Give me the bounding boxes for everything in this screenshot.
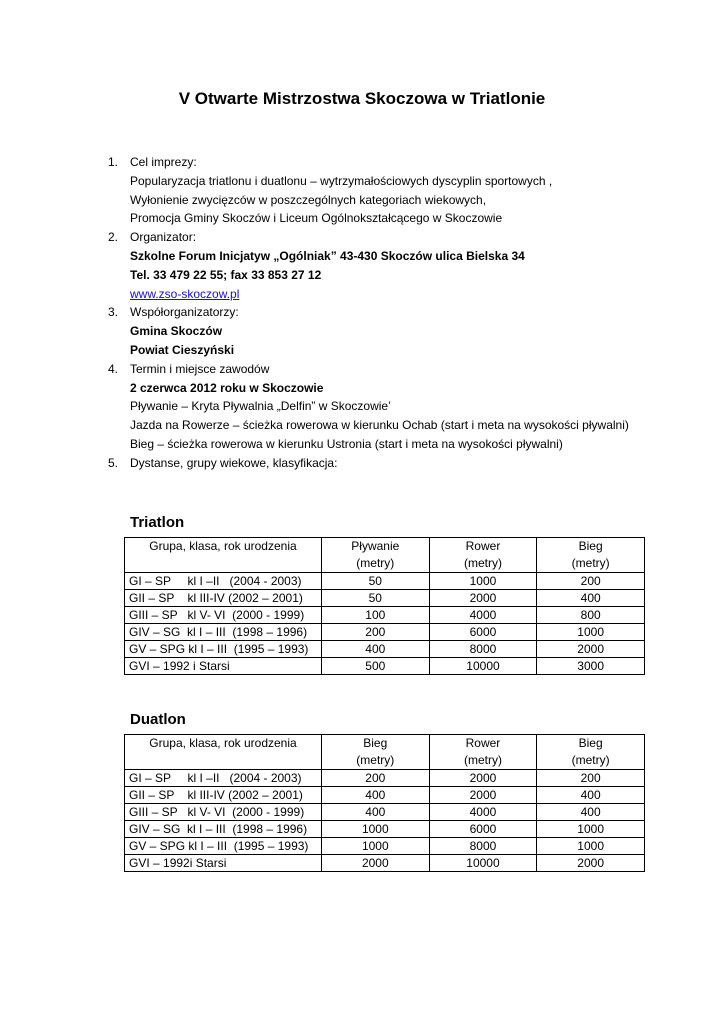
- venue-line: Jazda na Rowerze – ścieżka rowerowa w kierunku Ochab (start i meta na wysokości pływalni): [130, 418, 629, 433]
- goal-line: Promocja Gminy Skoczów i Liceum Ogólnokształcącego w Skoczowie: [130, 211, 503, 226]
- event-date: 2 czerwca 2012 roku w Skoczowie: [130, 380, 324, 395]
- distance-cell: 1000: [321, 821, 429, 838]
- section-heading: Dystanse, grupy wiekowe, klasyfikacja:: [130, 455, 338, 470]
- group-cell: GV – SPG kl I – III (1995 – 1993): [125, 838, 322, 855]
- list-number: 4.: [108, 361, 119, 376]
- website-link[interactable]: www.zso-skoczow.pl: [130, 286, 240, 301]
- distance-cell: 400: [537, 787, 645, 804]
- goal-line: Popularyzacja triatlonu i duatlonu – wytrzymałościowych dyscyplin sportowych ,: [130, 173, 553, 188]
- distance-cell: 400: [321, 804, 429, 821]
- list-item-goal: [108, 153, 668, 228]
- distance-cell: 6000: [429, 624, 537, 641]
- group-cell: GII – SP kl III-IV (2002 – 2001): [125, 787, 322, 804]
- distance-cell: 800: [537, 607, 645, 624]
- column-header: Bieg (metry): [537, 735, 645, 770]
- distance-cell: 10000: [429, 658, 537, 675]
- table-row: [125, 804, 645, 821]
- table-row: [125, 641, 645, 658]
- distance-cell: 400: [321, 787, 429, 804]
- section-heading: Współorganizatorzy:: [130, 305, 239, 320]
- distance-cell: 8000: [429, 838, 537, 855]
- distance-cell: 400: [321, 641, 429, 658]
- distance-cell: 1000: [537, 624, 645, 641]
- distance-cell: 2000: [429, 787, 537, 804]
- column-header: Pływanie (metry): [321, 538, 429, 573]
- distance-cell: 4000: [429, 607, 537, 624]
- list-item-distances: [108, 454, 668, 473]
- list-item-coorganizers: [108, 303, 668, 359]
- table-row: [125, 787, 645, 804]
- coorganizer-name: Gmina Skoczów: [130, 324, 223, 339]
- table-row: [125, 838, 645, 855]
- group-cell: GVI – 1992 i Starsi: [125, 658, 322, 675]
- table-row: [125, 855, 645, 872]
- venue-line: Pływanie – Kryta Pływalnia „Delfin” w Skoczowie’: [130, 399, 391, 414]
- distance-cell: 2000: [537, 641, 645, 658]
- group-cell: GIV – SG kl I – III (1998 – 1996): [125, 624, 322, 641]
- distance-cell: 4000: [429, 804, 537, 821]
- distance-cell: 500: [321, 658, 429, 675]
- group-cell: GII – SP kl III-IV (2002 – 2001): [125, 590, 322, 607]
- distance-cell: 200: [321, 770, 429, 787]
- organizer-phone: Tel. 33 479 22 55; fax 33 853 27 12: [130, 267, 322, 282]
- distance-cell: 1000: [537, 821, 645, 838]
- list-item-organizer: [108, 228, 668, 303]
- table-row: [125, 624, 645, 641]
- list-item-date-place: [108, 360, 668, 454]
- group-cell: GIV – SG kl I – III (1998 – 1996): [125, 821, 322, 838]
- goal-line: Wyłonienie zwycięzców w poszczególnych kategoriach wiekowych,: [130, 192, 487, 207]
- list-number: 2.: [108, 230, 119, 245]
- group-cell: GI – SP kl I –II (2004 - 2003): [125, 770, 322, 787]
- distance-cell: 8000: [429, 641, 537, 658]
- table-row: [125, 770, 645, 787]
- table-row: [125, 658, 645, 675]
- triathlon-title: Triatlon: [130, 514, 185, 531]
- distance-cell: 200: [537, 573, 645, 590]
- column-header: Grupa, klasa, rok urodzenia: [125, 735, 322, 770]
- column-header: Rower (metry): [429, 538, 537, 573]
- section-heading: Organizator:: [130, 230, 197, 245]
- distance-cell: 400: [537, 804, 645, 821]
- distance-cell: 1000: [429, 573, 537, 590]
- distance-cell: 1000: [537, 838, 645, 855]
- duathlon-table: [124, 734, 645, 872]
- column-header: Grupa, klasa, rok urodzenia: [125, 538, 322, 573]
- list-number: 1.: [108, 155, 119, 169]
- distance-cell: 6000: [429, 821, 537, 838]
- distance-cell: 2000: [321, 855, 429, 872]
- distance-cell: 2000: [537, 855, 645, 872]
- coorganizer-name: Powiat Cieszyński: [130, 342, 235, 357]
- list-number: 5.: [108, 455, 119, 470]
- group-cell: GV – SPG kl I – III (1995 – 1993): [125, 641, 322, 658]
- table-header-row: [125, 735, 645, 770]
- distance-cell: 200: [321, 624, 429, 641]
- group-cell: GI – SP kl I –II (2004 - 2003): [125, 573, 322, 590]
- organizer-name: Szkolne Forum Inicjatyw „Ogólniak” 43-430 Skoczów ulica Bielska 34: [130, 248, 525, 263]
- list-number: 3.: [108, 305, 119, 320]
- distance-cell: 2000: [429, 770, 537, 787]
- column-header: Rower (metry): [429, 735, 537, 770]
- group-cell: GIII – SP kl V- VI (2000 - 1999): [125, 804, 322, 821]
- triathlon-table: [124, 537, 645, 675]
- section-heading: Cel imprezy:: [130, 155, 197, 169]
- distance-cell: 50: [321, 590, 429, 607]
- numbered-list: [108, 153, 668, 473]
- table-row: [125, 590, 645, 607]
- distance-cell: 10000: [429, 855, 537, 872]
- distance-cell: 200: [537, 770, 645, 787]
- group-cell: GVI – 1992i Starsi: [125, 855, 322, 872]
- distance-cell: 1000: [321, 838, 429, 855]
- distance-cell: 100: [321, 607, 429, 624]
- table-header-row: [125, 538, 645, 573]
- distance-cell: 50: [321, 573, 429, 590]
- table-row: [125, 573, 645, 590]
- distance-cell: 3000: [537, 658, 645, 675]
- venue-line: Bieg – ścieżka rowerowa w kierunku Ustronia (start i meta na wysokości pływalni): [130, 436, 563, 451]
- distance-cell: 400: [537, 590, 645, 607]
- table-row: [125, 821, 645, 838]
- group-cell: GIII – SP kl V- VI (2000 - 1999): [125, 607, 322, 624]
- table-row: [125, 607, 645, 624]
- column-header: Bieg (metry): [321, 735, 429, 770]
- duathlon-title: Duatlon: [130, 711, 186, 728]
- column-header: Bieg (metry): [537, 538, 645, 573]
- distance-cell: 2000: [429, 590, 537, 607]
- page-title: V Otwarte Mistrzostwa Skoczowa w Triatlonie: [178, 89, 546, 108]
- section-heading: Termin i miejsce zawodów: [130, 361, 270, 376]
